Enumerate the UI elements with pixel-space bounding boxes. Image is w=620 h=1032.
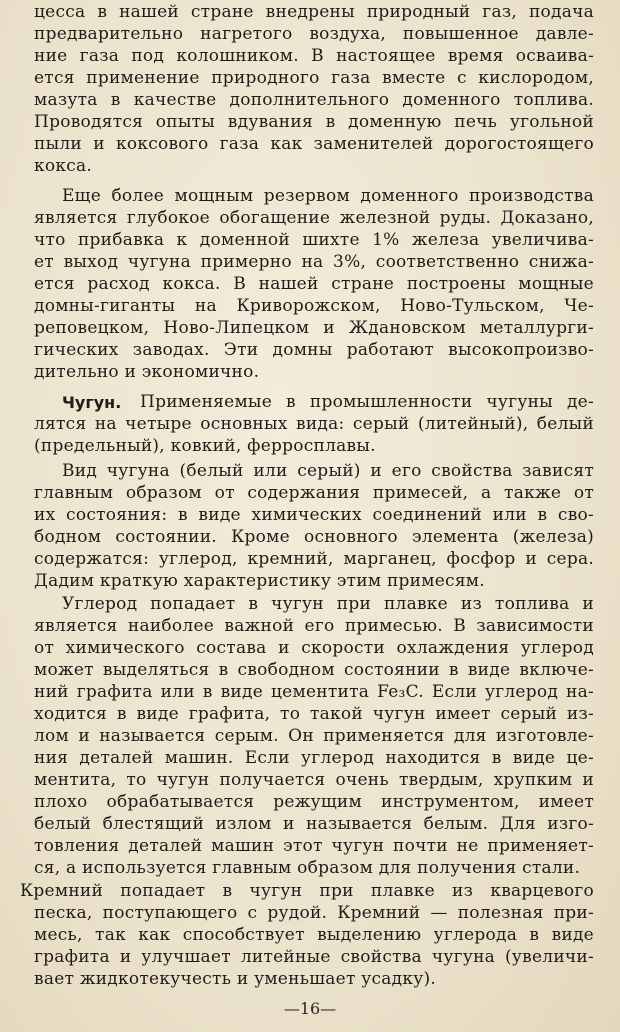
section-heading: Чугун. xyxy=(62,393,122,412)
text-line: главным образом от содержания примесей, а также от xyxy=(34,483,594,503)
text-line: ментита, то чугун получается очень твердым, хрупким и xyxy=(34,770,594,790)
text-line: что прибавка к доменной шихте 1% железа увеличива- xyxy=(34,230,594,250)
text-line: гических заводах. Эти домны работают высокопроизво- xyxy=(34,340,594,360)
text-line: Углерод попадает в чугун при плавке из топлива и xyxy=(62,594,594,614)
text-line: Еще более мощным резервом доменного производства xyxy=(62,186,594,206)
text-line: Вид чугуна (белый или серый) и его свойства зависят xyxy=(62,461,594,481)
text-line: предварительно нагретого воздуха, повышенное давле- xyxy=(34,24,594,44)
text-line: ние газа под колошником. В настоящее время осваива- xyxy=(34,46,594,66)
text-line: мазута в качестве дополнительного доменного топлива. xyxy=(34,90,594,110)
text-line: домны-гиганты на Криворожском, Ново-Тульском, Че- xyxy=(34,296,594,316)
text-line: цесса в нашей стране внедрены природный газ, подача xyxy=(34,2,594,22)
text-line: ет выход чугуна примерно на 3%, соответственно снижа- xyxy=(34,252,594,272)
text-line: графита и улучшает литейные свойства чугуна (увеличи- xyxy=(34,947,594,967)
text-line: является глубокое обогащение железной руды. Доказано, xyxy=(34,208,594,228)
text-line: песка, поступающего с рудой. Кремний — полезная при- xyxy=(34,903,594,923)
text-line: лом и называется серым. Он применяется для изготовле- xyxy=(34,726,594,746)
text-line: их состояния: в виде химических соединений или в сво- xyxy=(34,505,594,525)
text-line: месь, так как способствует выделению углерода в виде xyxy=(34,925,594,945)
text-line: ся, а используется главным образом для получения стали. xyxy=(34,858,581,878)
text-line: ния деталей машин. Если углерод находится в виде це- xyxy=(34,748,594,768)
page-number: —16— xyxy=(283,999,337,1018)
text-line: лятся на четыре основных вида: серый (литейный), белый xyxy=(34,414,594,434)
text-line: ний графита или в виде цементита Fe₃C. Если углерод на- xyxy=(34,682,594,702)
text-line: может выделяться в свободном состоянии в виде включе- xyxy=(34,660,594,680)
text-line: от химического состава и скорости охлаждения углерод xyxy=(34,638,594,658)
text-line: товления деталей машин этот чугун почти не применяет- xyxy=(34,836,594,856)
text-line: белый блестящий излом и называется белым. Для изго- xyxy=(34,814,594,834)
text-line: Проводятся опыты вдувания в доменную печь угольной xyxy=(34,112,594,132)
text-line: бодном состоянии. Кроме основного элемента (железа) xyxy=(34,527,594,547)
text-line: дительно и экономично. xyxy=(34,362,260,382)
text-line: Дадим краткую характеристику этим примесям. xyxy=(34,571,485,591)
text-line: ходится в виде графита, то такой чугун имеет серый из- xyxy=(34,704,594,724)
text-line: плохо обрабатывается режущим инструментом, имеет xyxy=(34,792,594,812)
text-line: вает жидкотекучесть и уменьшает усадку). xyxy=(34,969,437,989)
text-line: Применяемые в промышленности чугуны де- xyxy=(140,392,594,412)
text-line: ется применение природного газа вместе с кислородом, xyxy=(34,68,594,88)
text-line: пыли и коксового газа как заменителей дорогостоящего xyxy=(34,134,594,154)
text-line: является наиболее важной его примесью. В зависимости xyxy=(34,616,594,636)
text-line: (предельный), ковкий, ферросплавы. xyxy=(34,436,376,456)
text-line: ется расход кокса. В нашей стране построены мощные xyxy=(34,274,594,294)
text-line: кокса. xyxy=(34,156,93,176)
text-line: содержатся: углерод, кремний, марганец, фосфор и сера. xyxy=(34,549,594,569)
text-line: Кремний попадает в чугун при плавке из кварцевого xyxy=(20,881,594,901)
text-line: реповецком, Ново-Липецком и Ждановском металлурги- xyxy=(34,318,594,338)
